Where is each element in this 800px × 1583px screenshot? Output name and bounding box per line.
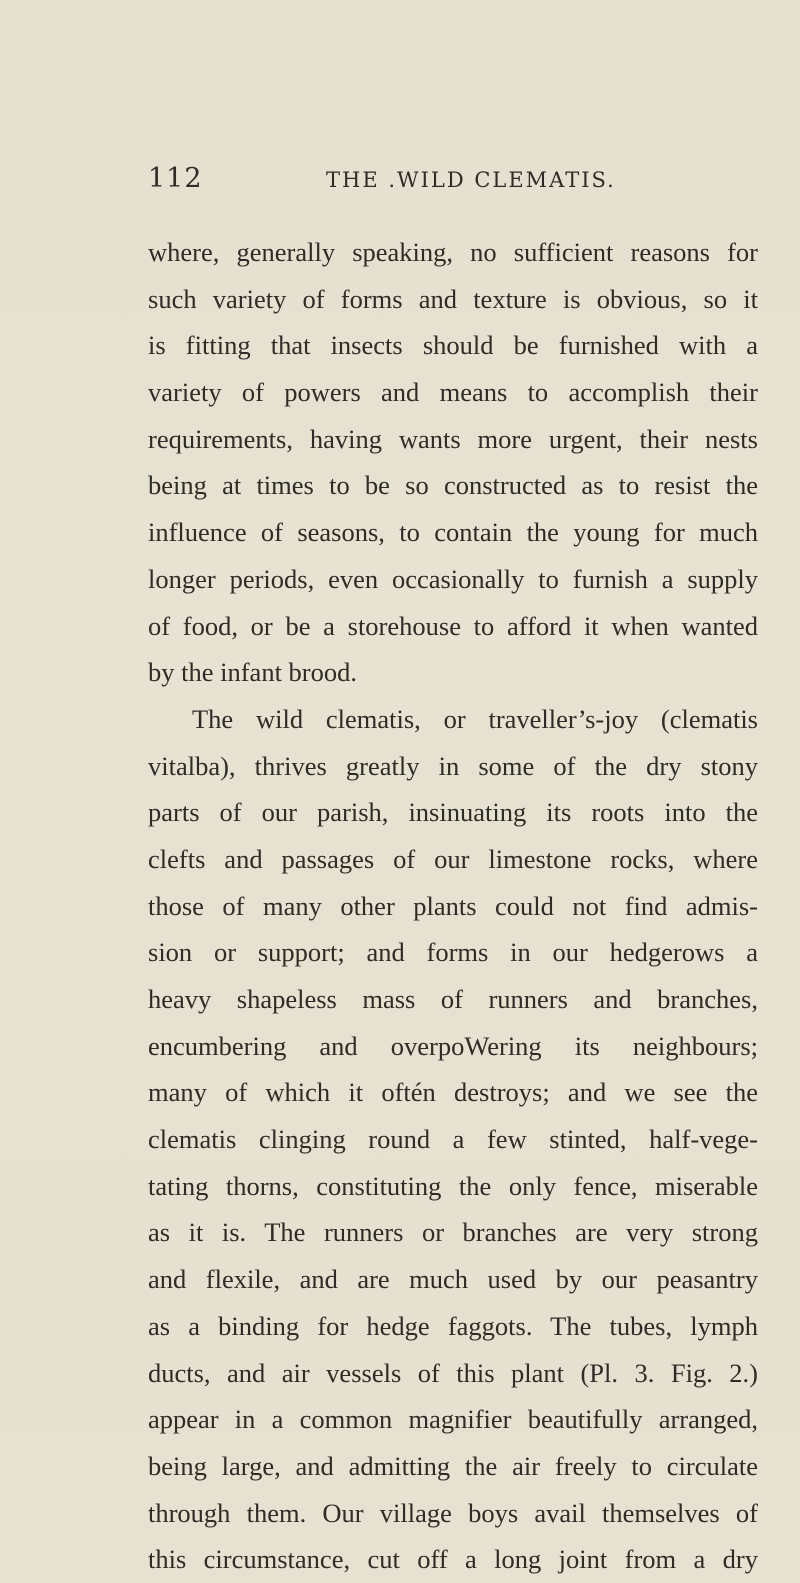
text-line: requirements, having wants more urgent, their nests [148, 423, 758, 454]
page-number: 112 [148, 163, 203, 194]
text-line: being at times to be so constructed as to resist the [148, 470, 758, 501]
running-head: THE .WILD CLEMATIS. [326, 168, 616, 192]
text-line: those of many other plants could not find admis- [148, 890, 758, 921]
text-line: and flexile, and are much used by our peasantry [148, 1264, 758, 1295]
text-line: is fitting that insects should be furnished with a [148, 330, 758, 361]
text-line: longer periods, even occasionally to furnish a supply [148, 563, 758, 594]
body-text [148, 229, 758, 1583]
text-line: appear in a common magnifier beautifully arranged, [148, 1404, 758, 1435]
text-line: such variety of forms and texture is obvious, so it [148, 283, 758, 314]
text-line: encumbering and overpoWering its neighbours; [148, 1030, 758, 1061]
paragraph-end-line: by the infant brood. [148, 657, 358, 688]
text-line: vitalba), thrives greatly in some of the dry stony [148, 750, 758, 781]
text-line: as it is. The runners or branches are very strong [148, 1217, 758, 1248]
text-line: clefts and passages of our limestone rocks, where [148, 843, 758, 874]
text-line: parts of our parish, insinuating its roots into the [148, 797, 758, 828]
text-line: sion or support; and forms in our hedgerows a [148, 937, 758, 968]
text-line: tating thorns, constituting the only fence, miserable [148, 1170, 758, 1201]
text-line: ducts, and air vessels of this plant (Pl. 3. Fig. 2.) [148, 1357, 758, 1388]
text-line: clematis clinging round a few stinted, half-vege- [148, 1124, 758, 1155]
text-line: many of which it oftén destroys; and we see the [148, 1077, 758, 1108]
text-line: variety of powers and means to accomplish their [148, 377, 758, 408]
text-line: where, generally speaking, no sufficient reasons for [148, 237, 758, 267]
text-line: of food, or be a storehouse to afford it when wanted [148, 610, 758, 641]
text-line: influence of seasons, to contain the young for much [148, 517, 758, 548]
text-line: this circumstance, cut off a long joint from a dry [148, 1544, 758, 1575]
text-line: through them. Our village boys avail themselves of [148, 1497, 758, 1528]
page-header [148, 163, 758, 203]
text-line: as a binding for hedge faggots. The tubes, lymph [148, 1310, 758, 1341]
text-line: being large, and admitting the air freely to circulate [148, 1450, 758, 1481]
text-line: heavy shapeless mass of runners and branches, [148, 984, 758, 1014]
paragraph-start-line: The wild clematis, or traveller’s-joy (clematis [192, 703, 758, 734]
